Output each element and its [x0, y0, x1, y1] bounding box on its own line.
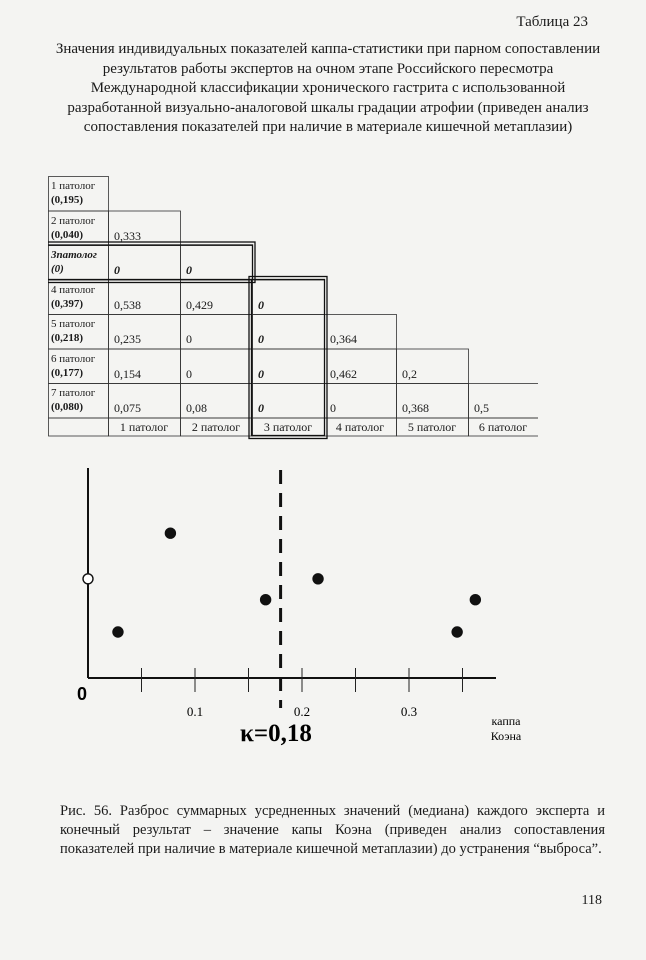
data-point: [165, 528, 175, 538]
data-point: [113, 627, 123, 637]
row-label: [48, 386, 95, 414]
data-point-open: [83, 574, 93, 584]
axis-title-line2: Коэна: [490, 729, 522, 743]
kappa-value-cell: 0,368: [402, 401, 429, 415]
kappa-value-cell: 0: [258, 366, 264, 381]
data-point: [452, 627, 462, 637]
row-label-name: 2 патолог: [51, 214, 96, 227]
row-label-value: (0,040): [51, 228, 84, 241]
column-header: 5 патолог: [407, 419, 457, 434]
row-label-value: (0,397): [51, 297, 84, 310]
column-header: 2 патолог: [191, 419, 241, 434]
kappa-value-cell: 0,429: [186, 297, 213, 312]
kappa-value-cell: 0,08: [186, 401, 207, 415]
row-label: [48, 352, 95, 380]
kappa-value-label: κ=0,18: [240, 720, 312, 747]
x-tick-label: 0.1: [186, 704, 204, 719]
row-label: [48, 248, 97, 276]
kappa-value-cell: 0: [258, 332, 264, 346]
kappa-value-cell: 0: [258, 401, 264, 415]
column-header: 4 патолог: [335, 419, 385, 434]
row-label-name: 7 патолог: [51, 387, 96, 399]
kappa-value-cell: 0,364: [330, 332, 357, 346]
row-label-name: 1 патолог: [51, 180, 96, 192]
x-tick-label: 0.3: [400, 704, 418, 719]
row-label-value: (0,177): [51, 366, 84, 379]
kappa-value-cell: 0,5: [474, 401, 489, 415]
column-header: 3 патолог: [263, 419, 313, 434]
kappa-matrix-table: [48, 176, 538, 440]
kappa-value-cell: 0,2: [402, 366, 417, 381]
kappa-value-cell: 0,075: [114, 401, 141, 415]
kappa-value-cell: 0: [186, 366, 192, 381]
row-label: [48, 283, 95, 311]
data-point: [470, 595, 480, 605]
column-header: 6 патолог: [478, 419, 528, 434]
origin-label: 0: [77, 684, 88, 704]
column-header: 1 патолог: [119, 419, 169, 434]
row-label-value: (0,195): [51, 194, 84, 206]
table-heading: Значения индивидуальных показателей каппа-статистики при парном сопоставлении результатов работы экспертов на очном этапе Российского пересмотра Международной классификации хронического гастрита с использованной разработанной визуально-аналоговой шкалы градации атрофии (приведен анализ сопоставления показателей при наличие в материале кишечной метаплазии): [55, 41, 601, 135]
figure-caption: Рис. 56. Разброс суммарных усредненных значений (медиана) каждого эксперта и конечный результат – значение капы Коэна (приведен анализ сопоставления показателей при наличие в материале кишечной метаплазии) до устранения “выброса”.: [60, 803, 605, 857]
kappa-value-cell: 0: [258, 297, 264, 312]
row-label: [48, 214, 95, 242]
x-tick-label: 0.2: [293, 704, 311, 719]
kappa-value-cell: 0: [330, 401, 336, 415]
data-point: [261, 595, 271, 605]
kappa-value-cell: 0,462: [330, 366, 357, 381]
header-cell-border: [49, 418, 109, 436]
axis-title-line1: каппа: [491, 714, 521, 728]
row-label-name: 5 патолог: [51, 318, 96, 330]
kappa-value-cell: 0,538: [114, 297, 141, 312]
row-label-name: 3патолог: [51, 249, 97, 261]
row-label-name: 4 патолог: [51, 283, 96, 296]
table-number: Таблица 23: [516, 14, 588, 30]
row-label: [48, 179, 95, 207]
kappa-value-cell: 0,333: [114, 228, 141, 243]
row-label: [48, 317, 95, 345]
kappa-value-cell: 0: [114, 263, 120, 277]
kappa-scatter-plot: [70, 460, 550, 750]
row-label-value: (0): [51, 263, 64, 275]
kappa-value-cell: 0,154: [114, 366, 141, 381]
row-label-name: 6 патолог: [51, 352, 96, 365]
kappa-value-cell: 0,235: [114, 332, 141, 346]
x-axis-ticks: [142, 668, 463, 719]
kappa-value-cell: 0: [186, 332, 192, 346]
kappa-value-cell: 0: [186, 263, 192, 277]
data-point: [313, 574, 323, 584]
page-number: 118: [581, 893, 602, 908]
row-label-value: (0,080): [51, 401, 84, 413]
row-label-value: (0,218): [51, 332, 84, 344]
